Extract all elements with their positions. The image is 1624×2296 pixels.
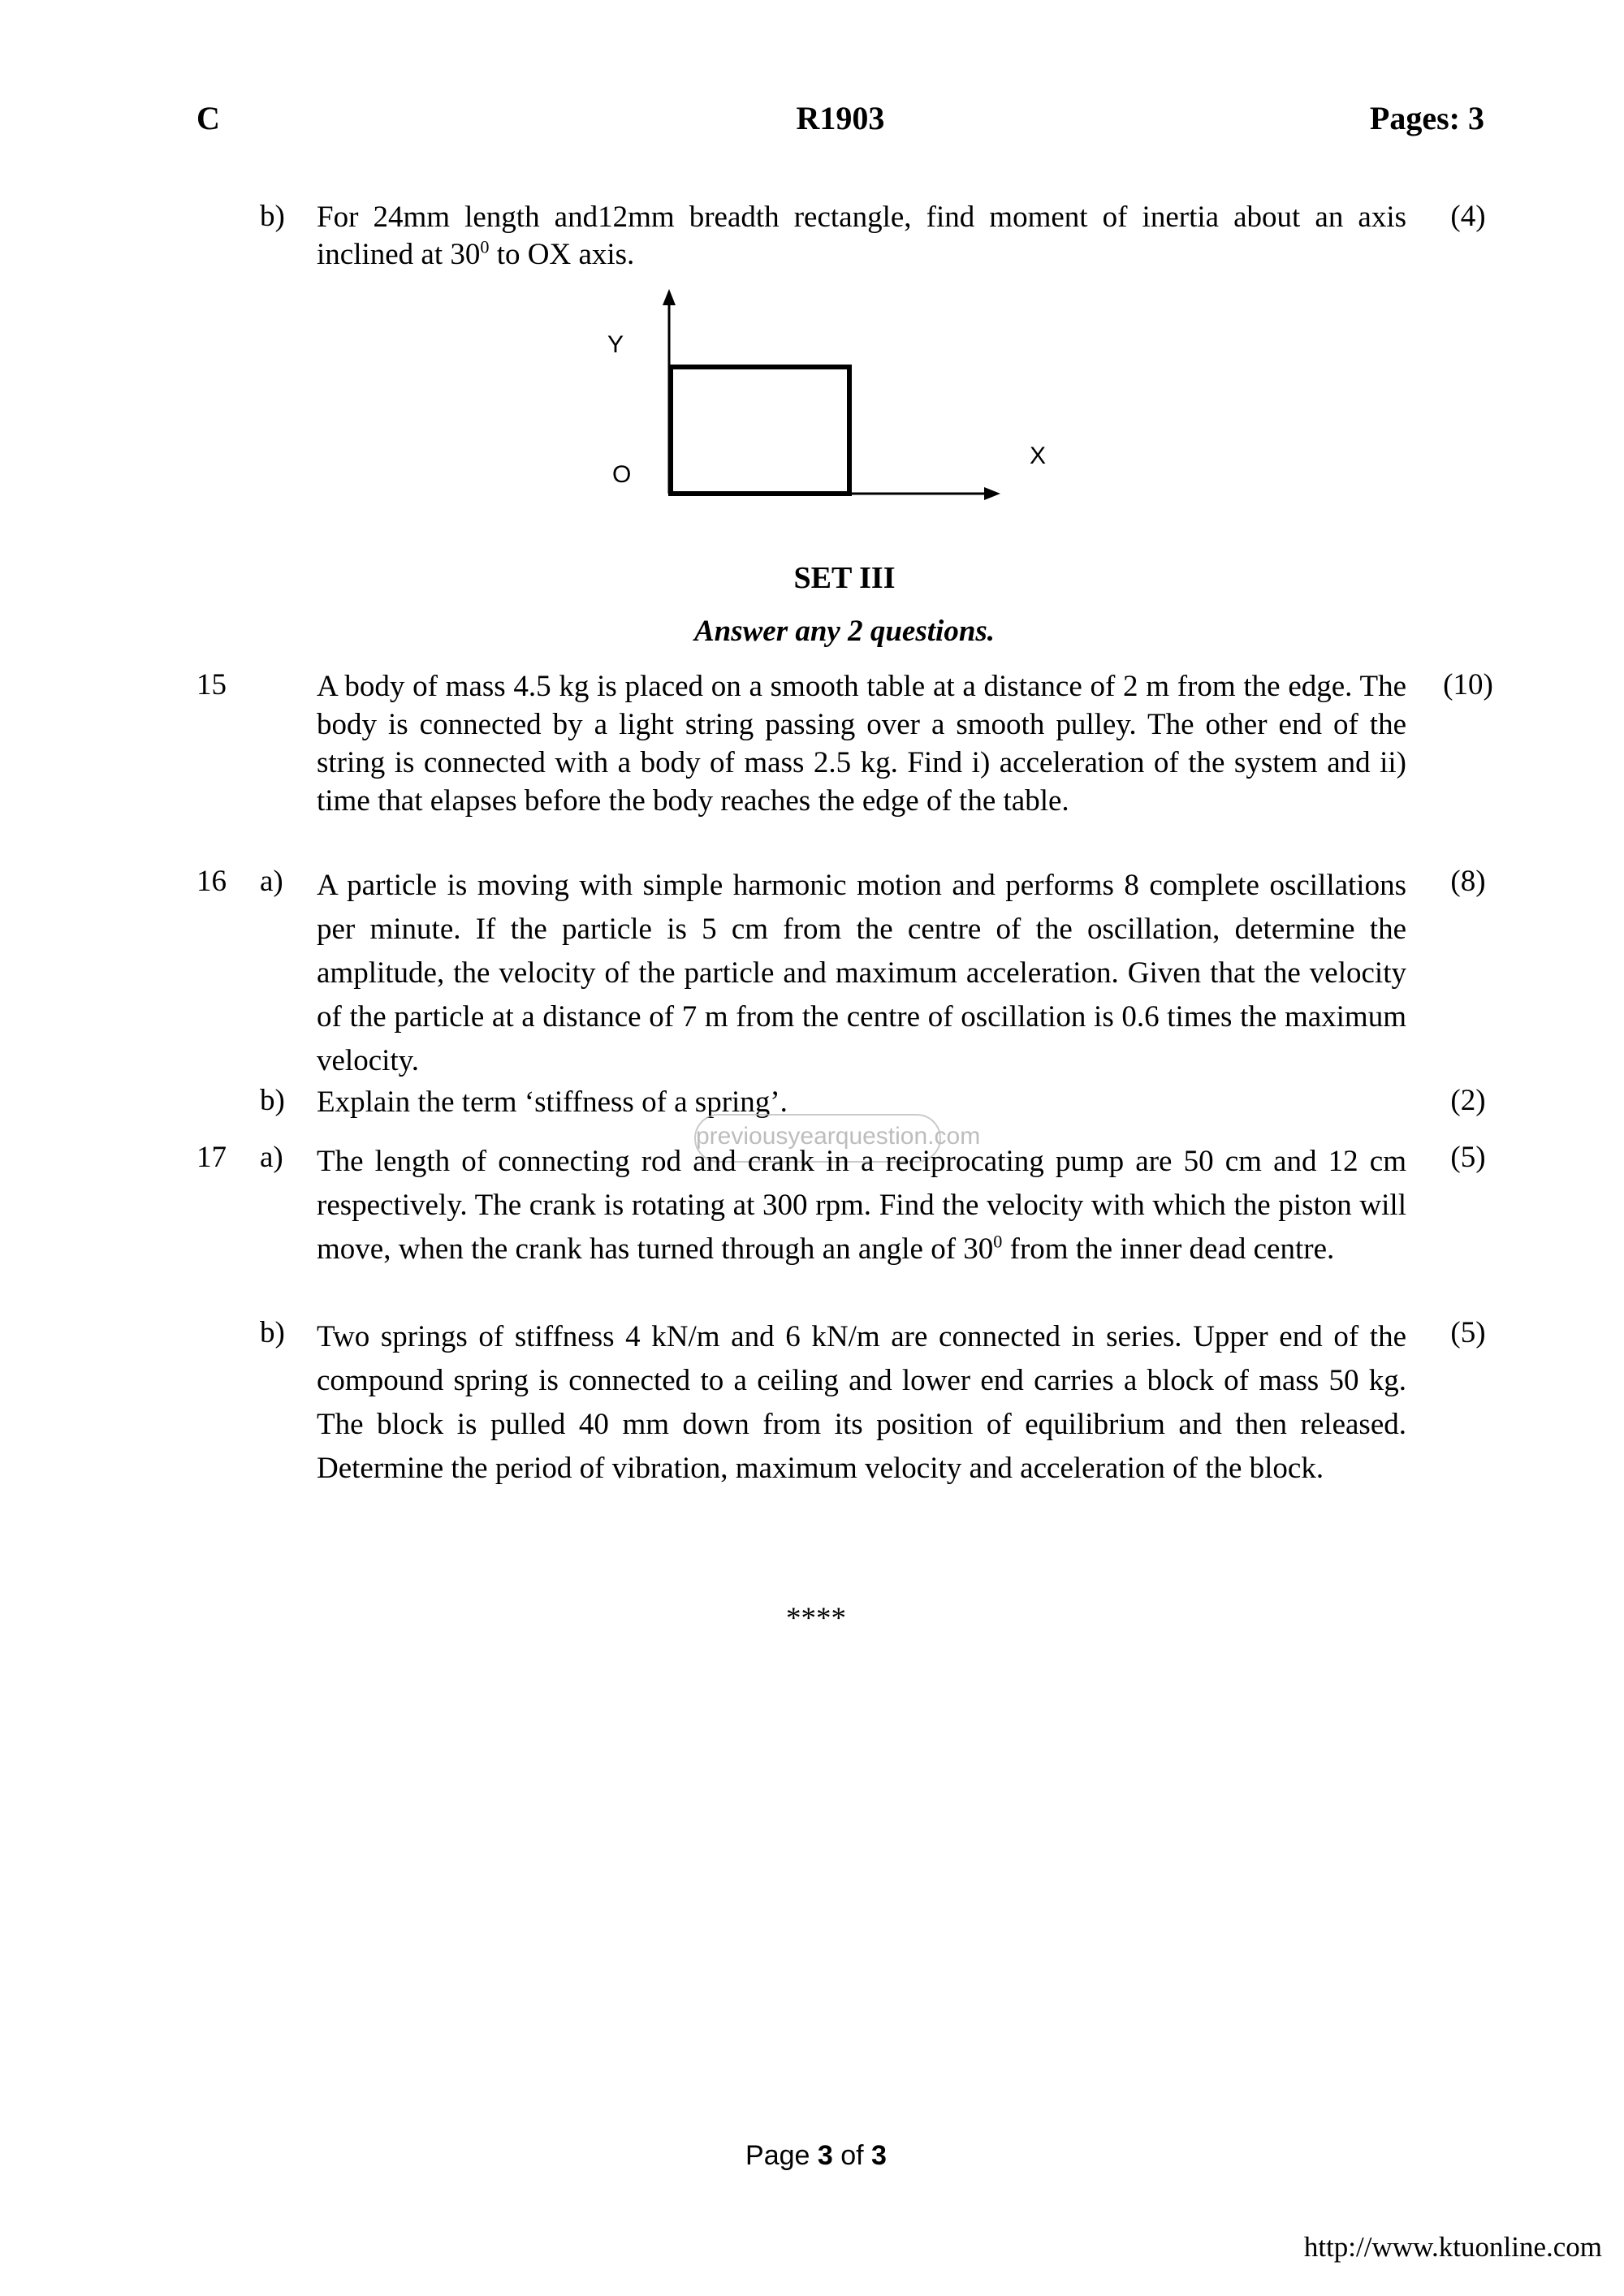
q15-text: A body of mass 4.5 kg is placed on a smooth table at a distance of 2 m from the edge. The body is connected by a light string passing over a smooth pulley. The other end of the string is connected with a body of mass 2.5 kg. Find i) acceleration of the system and ii) time that elapses before the body reaches the edge of the table. <box>317 670 1406 818</box>
q16-number: 16 <box>197 865 227 898</box>
end-of-paper-mark: **** <box>786 1602 846 1635</box>
q14b-marks: (4) <box>1450 200 1486 233</box>
q16a-text: A particle is moving with simple harmonic motion and performs 8 complete oscillations per minute. If the particle is 5 cm from the centre of the oscillation, determine the amplitude, the velocity of the particle and maximum acceleration. Given that the velocity of the particle at a distance of 7 m from the centre of oscillation is 0.6 times the maximum velocity. <box>317 869 1406 1077</box>
q14b-text: For 24mm length and12mm breadth rectangle, find moment of inertia about an axis inclined at $30^0$ to OX axis. <box>317 201 1406 271</box>
watermark-logo: previousyearquestion.com <box>694 1114 941 1163</box>
x-axis-arrowhead <box>984 487 1000 500</box>
page-footer: Page 3 of 3 <box>745 2140 887 2171</box>
paper-code: R1903 <box>796 100 885 136</box>
q17b-text: Two springs of stiffness 4 kN/m and 6 kN/m are connected in series. Upper end of the compound spring is connected to a ceiling and lower end carries a block of mass 50 kg. The block is pulled 40 mm down from its position of equilibrium and then released. Determine the period of vibration, maximum velocity and acceleration of the block. <box>317 1320 1406 1485</box>
rectangle-section <box>671 367 849 494</box>
q16b-text: Explain the term ‘stiffness of a spring’. <box>317 1085 788 1119</box>
origin-label: O <box>612 461 632 488</box>
q15-marks: (10) <box>1443 668 1493 701</box>
q14b-label: b) <box>260 200 285 233</box>
rectangle-axes-figure <box>593 284 1047 511</box>
q17a-text: The length of connecting rod and crank in a reciprocating pump are 50 cm and 12 cm respectively. The crank is rotating at 300 rpm. Find the velocity with which the piston will move, when the crank has turned through an angle of $30^0$ from the inner dead centre. <box>317 1145 1406 1266</box>
q17a-marks: (5) <box>1450 1141 1486 1174</box>
q17b-marks: (5) <box>1450 1316 1486 1349</box>
q16a-label: a) <box>260 865 283 898</box>
q16a-marks: (8) <box>1450 865 1486 898</box>
q17-number: 17 <box>197 1141 227 1174</box>
set-title: SET III <box>793 561 896 595</box>
q16b-marks: (2) <box>1450 1084 1486 1117</box>
q15-number: 15 <box>197 668 227 701</box>
q17b-label: b) <box>260 1316 285 1349</box>
y-axis-arrowhead <box>663 289 676 305</box>
source-url[interactable]: http://www.ktuonline.com <box>1303 2231 1602 2263</box>
y-axis-label: Y <box>607 331 624 358</box>
x-axis-label: X <box>1030 442 1047 469</box>
set-code: C <box>197 100 220 136</box>
q17a-label: a) <box>260 1141 283 1174</box>
set-instruction: Answer any 2 questions. <box>693 615 996 648</box>
q16b-label: b) <box>260 1084 285 1117</box>
page-count: Pages: 3 <box>1369 100 1484 136</box>
